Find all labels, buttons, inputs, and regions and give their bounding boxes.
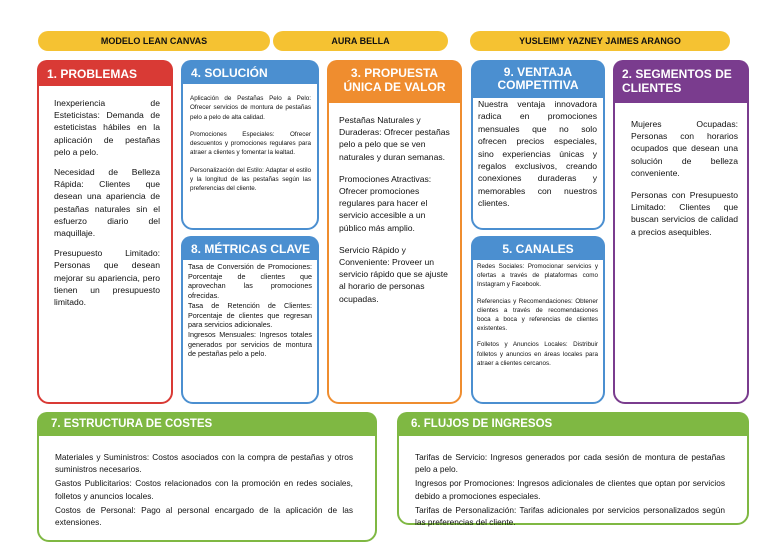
ventaja-title-line: COMPETITIVA [497, 78, 579, 92]
problemas-card [37, 60, 173, 404]
solucion-title: 4. SOLUCIÓN [181, 60, 319, 84]
header-model: MODELO LEAN CANVAS [38, 31, 270, 51]
solucion-card [181, 60, 319, 230]
problemas-title: 1. PROBLEMAS [37, 60, 173, 86]
ventaja-item: Nuestra ventaja innovadora radica en promociones mensuales que no solo ofrecen precios especiales, sino experiencias únicas y regalos exclusivos, creando conexiones duraderas y memorables con nuestros clientes. [478, 99, 597, 209]
canales-item: Folletos y Anuncios Locales: Distribuir folletos y anuncios en áreas locales para atraer a clientes cercanos. [477, 341, 598, 367]
canales-item: Redes Sociales: Promocionar servicios y ofertas a través de plataformas como Instagram y Facebook. [477, 263, 598, 289]
metricas-title: 8. MÉTRICAS CLAVE [181, 236, 319, 260]
costes-card [37, 412, 377, 542]
segmentos-title-line: CLIENTES [622, 81, 682, 95]
metricas-item: Tasa de Conversión de Promociones: Porcentaje de clientes que aprovechan las promociones ofrecidas. [188, 262, 312, 301]
propuesta-title-line: 3. PROPUESTA [350, 66, 439, 80]
canales-title: 5. CANALES [471, 236, 605, 260]
segmentos-item: Mujeres Ocupadas: Personas con horarios ocupados que desean una solución de belleza conveniente. [631, 119, 738, 178]
solucion-item: Aplicación de Pestañas Pelo a Pelo: Ofrecer servicios de montura de pestañas pelo a pelo de alta calidad. [190, 95, 311, 121]
solucion-item: Promociones Especiales: Ofrecer descuentos y promociones regulares para atraer a clientes y fomentar la lealtad. [190, 130, 311, 157]
propuesta-card [327, 60, 462, 404]
problemas-item: Presupuesto Limitado: Personas que desean mejorar su apariencia, pero tienen un presupuesto limitado. [54, 248, 160, 308]
solucion-item: Personalización del Estilo: Adaptar el estilo y la longitud de las pestañas según las preferencias del cliente. [190, 166, 311, 193]
costes-item: Costos de Personal: Pago al personal encargado de la aplicación de las extensiones. [55, 504, 353, 528]
header-company: AURA BELLA [273, 31, 448, 51]
propuesta-item: Servicio Rápido y Conveniente: Proveer un servicio rápido que se ajuste al horario de personas ocupadas. [339, 244, 448, 304]
ingresos-item: Ingresos por Promociones: Ingresos adicionales de clientes que optan por servicios debido a promociones especiales. [415, 478, 725, 501]
ventaja-card [471, 60, 605, 230]
metricas-item: Ingresos Mensuales: Ingresos totales generados por servicios de montura de pestañas pelo a pelo. [188, 329, 312, 359]
ingresos-item: Tarifas de Servicio: Ingresos generados por cada sesión de montura de pestañas pelo a pelo. [415, 452, 725, 475]
ventaja-title [471, 60, 605, 98]
costes-title: 7. ESTRUCTURA DE COSTES [37, 412, 377, 436]
segmentos-title-line: 2. SEGMENTOS DE [622, 67, 732, 81]
header-author: YUSLEIMY YAZNEY JAIMES ARANGO [470, 31, 730, 51]
propuesta-title [327, 60, 462, 103]
metricas-card [181, 236, 319, 404]
canales-card [471, 236, 605, 404]
ventaja-title-line: 9. VENTAJA [503, 65, 573, 79]
propuesta-title-line: ÚNICA DE VALOR [343, 80, 446, 94]
costes-item: Gastos Publicitarios: Costos relacionados con la promoción en redes sociales, folletos y anuncios locales. [55, 478, 353, 501]
propuesta-item: Promociones Atractivas: Ofrecer promociones regulares para hacer el servicio accesible a un público más amplio. [339, 173, 432, 233]
segmentos-item: Personas con Presupuesto Limitado: Clientes que buscan servicios de calidad a precios asequibles. [631, 190, 738, 237]
propuesta-item: Pestañas Naturales y Duraderas: Ofrecer pestañas pelo a pelo que se ven naturales y duran semanas. [339, 115, 450, 162]
ingresos-title: 6. FLUJOS DE INGRESOS [397, 412, 749, 436]
canales-item: Referencias y Recomendaciones: Obtener clientes a través de recomendaciones boca a boca y referencias de clientes existentes. [477, 297, 598, 333]
problemas-item: Necesidad de Belleza Rápida: Clientes que desean una apariencia de pestañas naturales sin el esfuerzo diario del maquillaje. [54, 167, 160, 239]
problemas-item: Inexperiencia de Esteticistas: Demanda de esteticistas hábiles en la aplicación de pestañas pelo a pelo. [54, 98, 160, 157]
costes-item: Materiales y Suministros: Costos asociados con la compra de pestañas y otros suministros necesarios. [55, 452, 353, 475]
segmentos-card [613, 60, 749, 404]
ingresos-item: Tarifas de Personalización: Tarifas adicionales por servicios personalizados según las preferencias del cliente. [415, 504, 725, 528]
ingresos-card [397, 412, 749, 528]
segmentos-title [613, 60, 749, 103]
metricas-item: Tasa de Retención de Clientes: Porcentaje de clientes que regresan para servicios adicionales. [188, 300, 312, 330]
